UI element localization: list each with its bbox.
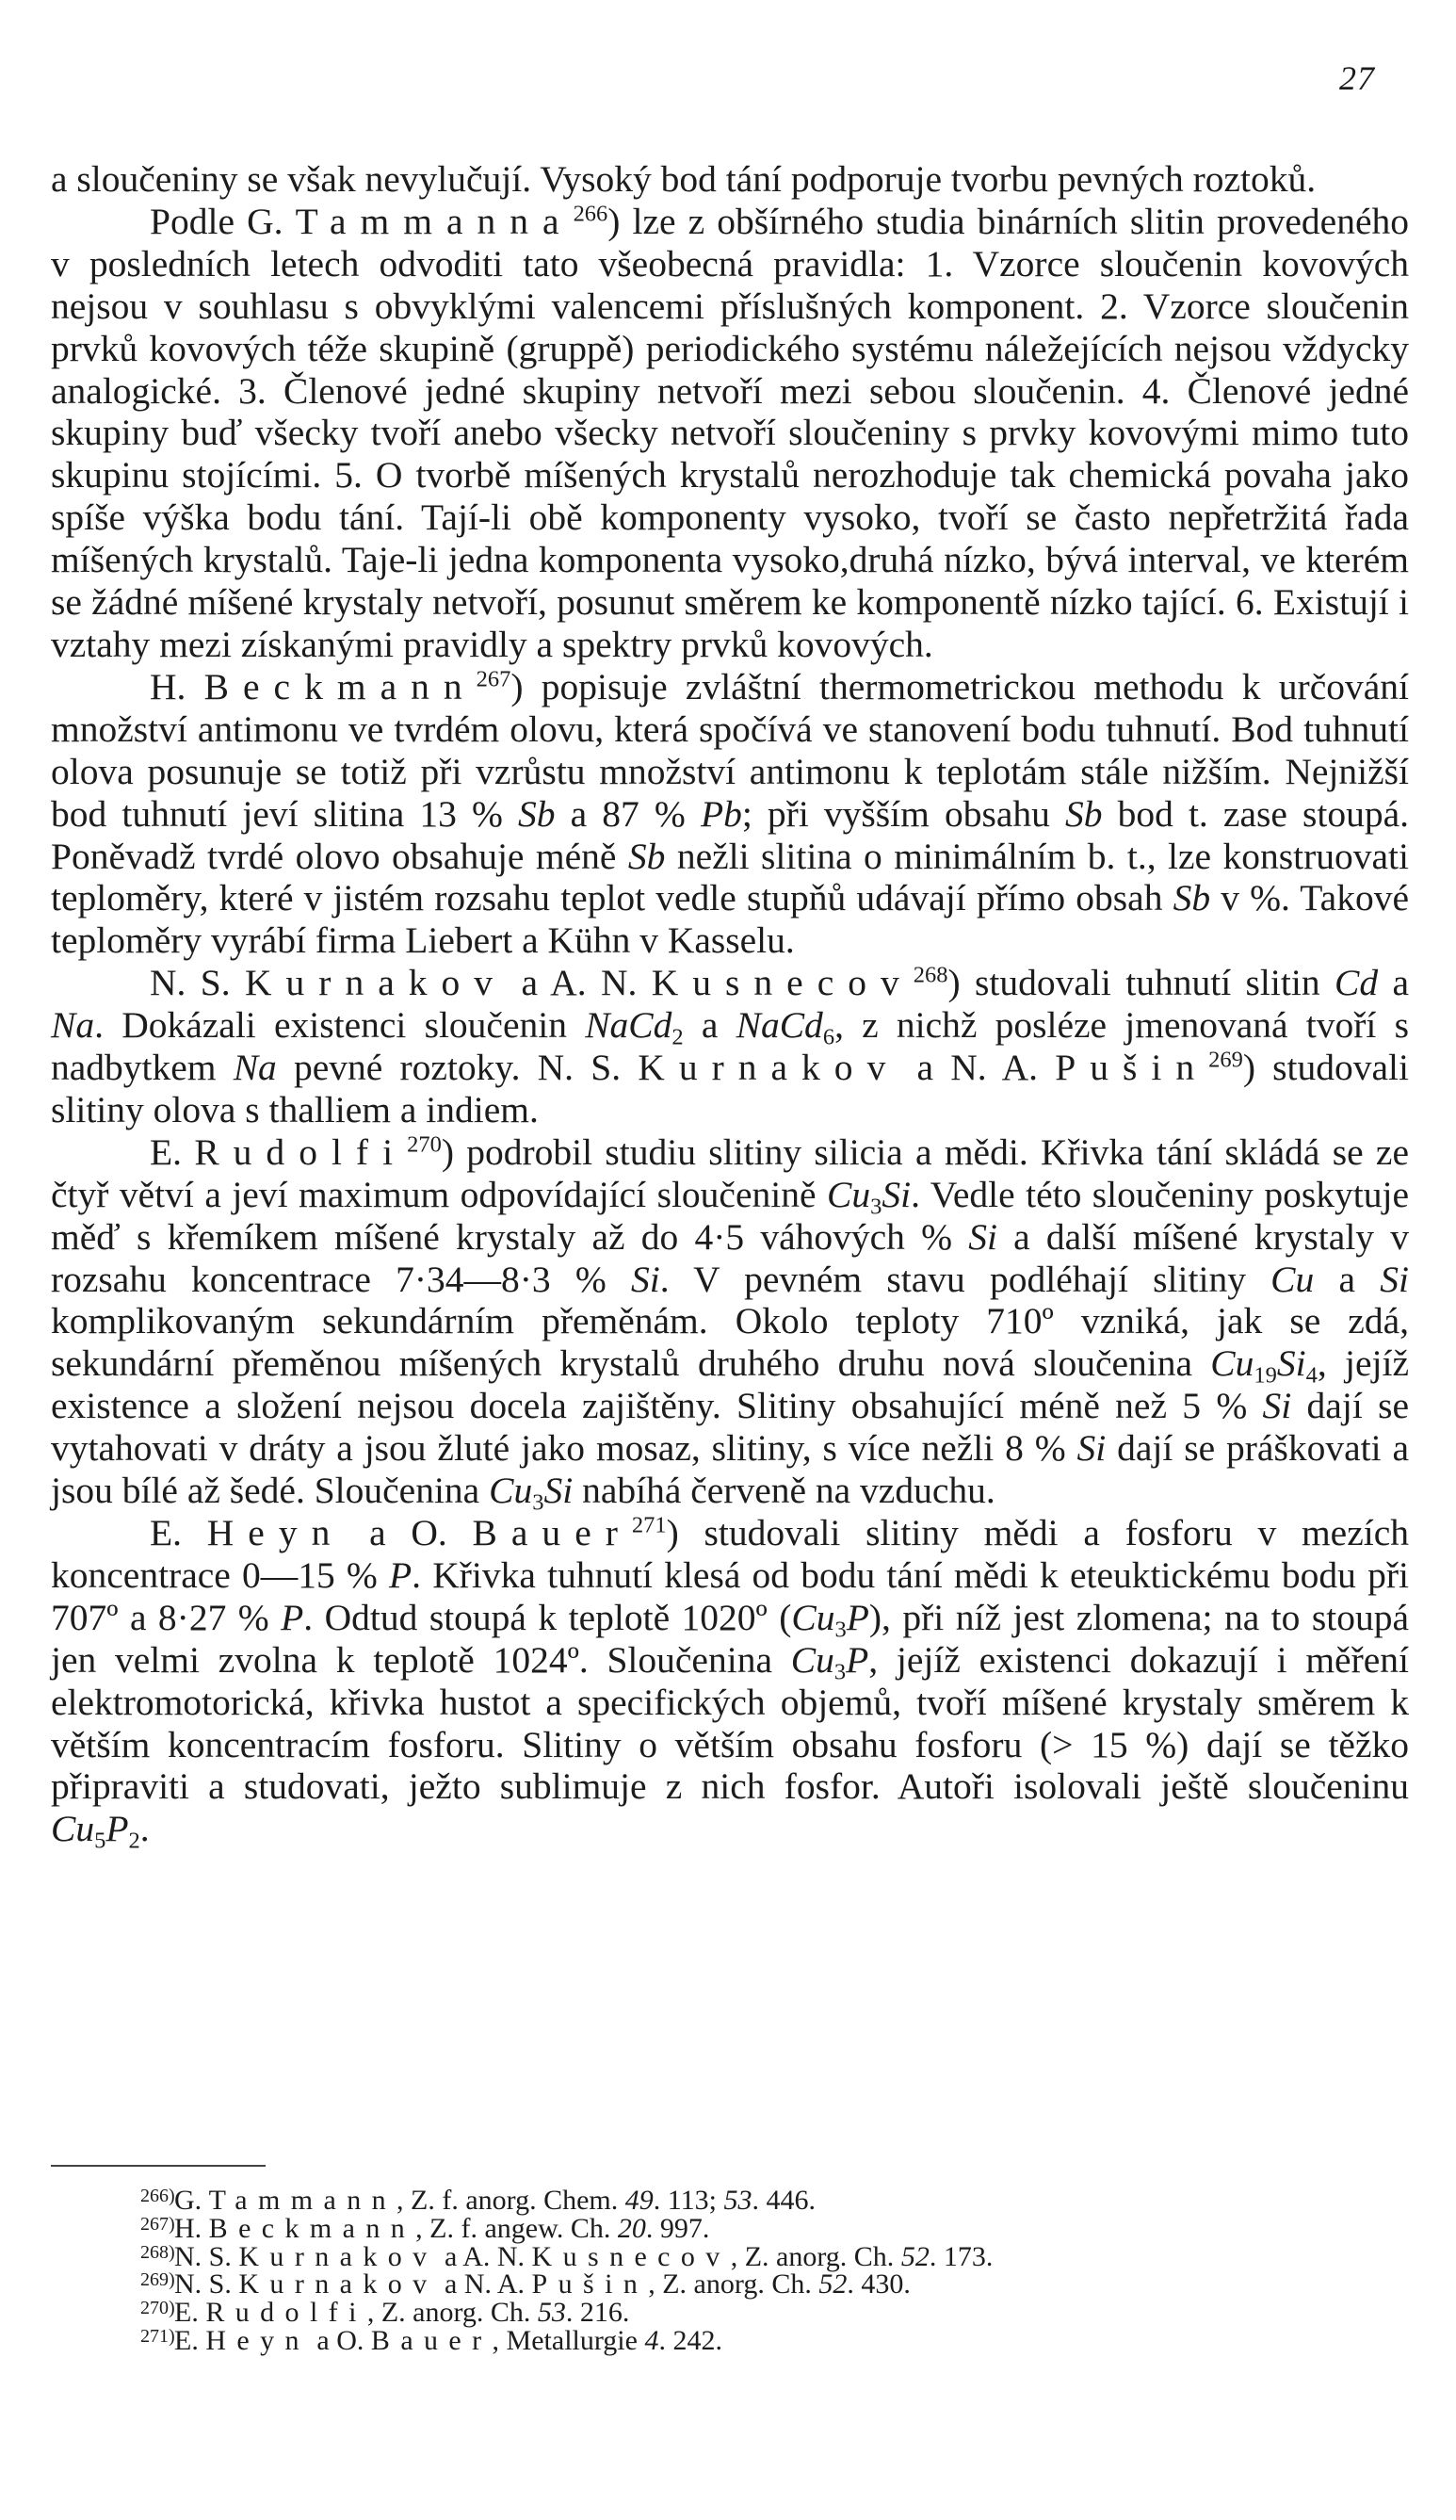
italic-symbol: NaCd [585, 1004, 672, 1047]
text-run: ; při vyšším obsahu [741, 792, 1065, 835]
italic-symbol: Cu [790, 1638, 834, 1681]
paragraph [51, 962, 1409, 1131]
italic-symbol: Si [1076, 1427, 1107, 1470]
text-run: a O. [309, 2324, 371, 2356]
italic-symbol: 53 [537, 2297, 566, 2329]
footnote-number: 270) [140, 2298, 175, 2319]
text-run: a O. [344, 1512, 473, 1553]
italic-symbol: P [846, 1596, 869, 1638]
text-run: , Z. anorg. Ch. [730, 2240, 901, 2272]
text-run: a další míšené krystaly v rozsahu koncentrace 7·34—8·3 % [51, 1215, 1409, 1300]
italic-symbol: Cu [51, 1808, 95, 1850]
spaced-author-name: Beckmann [208, 2212, 416, 2244]
italic-symbol: Si [1276, 1342, 1306, 1385]
text-run: a N. A. [437, 2268, 532, 2301]
text-run: ), při níž jest zlomena; na to stoupá jen velmi zvolna k teplotě 1024º. Sloučenina [51, 1596, 1409, 1681]
spaced-author-name: Tammann [208, 2185, 397, 2216]
text-run: H. [150, 665, 204, 707]
footnote-reference: 266 [573, 201, 608, 227]
footnote-number-paren: ) [169, 2213, 175, 2235]
text-run: . Křivka tuhnutí klesá od bodu tání mědi k eteuktickému bodu při 707º a 8·27 % [51, 1553, 1409, 1638]
italic-symbol: P [281, 1596, 304, 1638]
text-run: . Dokázali existenci sloučenin [94, 1004, 586, 1047]
subscript: 4 [1305, 1362, 1318, 1389]
italic-symbol: Cu [489, 1470, 533, 1512]
italic-symbol: Cu [1270, 1258, 1315, 1300]
text-run: v %. Takové teploměry vyrábí firma Liebert a Kühn v Kasselu. [51, 877, 1409, 962]
text-run: E. [150, 1130, 195, 1173]
text-run: . V pevném stavu podléhají slitiny [659, 1258, 1271, 1300]
text-run: , Z. anorg. Ch. [648, 2268, 819, 2301]
page-number: 27 [1339, 59, 1375, 97]
footnote-number: 268) [140, 2241, 175, 2263]
subscript: 6 [822, 1024, 835, 1050]
spaced-author-name: Kurnakov [238, 2268, 438, 2301]
text-run: N. S. [150, 962, 246, 1004]
text-run: a 87 % [555, 792, 701, 835]
text-run: N. S. [174, 2240, 239, 2272]
italic-symbol: 53 [723, 2185, 752, 2216]
text-run: a A. N. [507, 962, 652, 1004]
footnote-number-paren: ) [169, 2241, 175, 2263]
text-run: nabíhá červeně na vzduchu. [573, 1470, 995, 1512]
text-run: N. S. [174, 2268, 239, 2301]
footnote-number: 266) [140, 2186, 175, 2206]
spaced-author-name: Tammanna [295, 200, 574, 242]
text-run: a sloučeniny se však nevylučují. Vysoký bod tání podporuje tvorbu pevných roztoků. [51, 158, 1317, 200]
paragraph [51, 1512, 1409, 1854]
text-run: Podle G. [150, 200, 296, 242]
text-run: G. [174, 2185, 209, 2216]
spaced-author-name: Rudolfi [194, 1130, 408, 1173]
text-run: E. [150, 1512, 207, 1553]
italic-symbol: Sb [518, 792, 556, 835]
text-run: ) studovali slitiny olova s thalliem a indiem. [51, 1047, 1410, 1130]
text-run: . 216. [565, 2297, 630, 2329]
italic-symbol: Sb [1173, 877, 1211, 919]
italic-symbol: 4 [644, 2324, 659, 2356]
text-run: ) popisuje zvláštní thermometrickou methodu k určování množství antimonu ve tvrdém olovu, která spočívá ve stanovení bodu tuhnutí. Bod tuhnutí olova posunuje se totiž při vzrůstu množství antimonu k teplotám stále nižším. Nejnižší bod tuhnutí jeví slitina 13 % [51, 665, 1409, 835]
spaced-author-name: Bauer [472, 1512, 632, 1553]
footnotes [140, 2185, 1399, 2356]
footnote [140, 2268, 1399, 2301]
italic-symbol: Cu [826, 1173, 871, 1215]
text-run: . Vedle této sloučeniny poskytuje měď s křemíkem míšené krystaly až do 4·5 váhových % [51, 1173, 1409, 1258]
italic-symbol: Si [882, 1173, 912, 1215]
text-run: dají se práškovati a jsou bílé až šedé. Sloučenina [51, 1427, 1409, 1512]
italic-symbol: P [389, 1553, 413, 1596]
text-run: ) podrobil studiu slitiny silicia a mědi. Křivka tání skládá se ze čtyř větví a jeví maximum odpovídající sloučenině [51, 1130, 1409, 1215]
italic-symbol: Si [1380, 1258, 1409, 1300]
text-run: . 430. [847, 2268, 911, 2301]
spaced-author-name: Heyn [206, 1512, 345, 1553]
italic-symbol: NaCd [736, 1004, 823, 1047]
italic-symbol: Cu [1210, 1342, 1254, 1385]
text-run: . 997. [645, 2212, 710, 2244]
paragraph [51, 158, 1409, 201]
text-run: , jejíž existenci dokazují i měření elektromotorická, křivka hustot a specifických objemů, tvoří míšené krystaly směrem k větším koncentracím fosforu. Slitiny o větším obsahu fosforu (> 15 %) dají se těžko připraviti a studovati, ježto sublimuje z nich fosfor. Autoři isolovali ještě sloučeninu [51, 1638, 1409, 1808]
spaced-author-name: Kusnecov [531, 2240, 731, 2272]
subscript: 3 [833, 1659, 847, 1685]
text-run: a [1378, 962, 1409, 1004]
italic-symbol: P [105, 1808, 129, 1850]
subscript: 2 [671, 1024, 684, 1050]
text-run: . 446. [752, 2185, 816, 2216]
italic-symbol: P [846, 1638, 869, 1681]
subscript: 5 [94, 1828, 106, 1854]
text-run: a A. N. [437, 2240, 532, 2272]
text-run: H. [174, 2212, 209, 2244]
body-text [51, 158, 1410, 1854]
footnote-number-paren: ) [169, 2186, 175, 2206]
text-run: nežli slitina o minimálním b. t., lze konstruovati teploměry, které v jistém rozsahu teplot vedle stupňů udávají přímo obsah [51, 835, 1409, 919]
text-run: ) studovali tuhnutí slitin [947, 962, 1335, 1004]
italic-symbol: Na [51, 1004, 95, 1047]
footnote-number: 271) [140, 2325, 175, 2347]
footnote-reference: 270 [407, 1131, 442, 1158]
spaced-author-name: Pušin [531, 2268, 649, 2301]
footnote-reference: 271 [631, 1512, 667, 1538]
text-run: a [683, 1004, 736, 1047]
text-run: , z nichž posléze jmenovaná tvoří s nadbytkem [51, 1004, 1409, 1089]
footnote-number: 269) [140, 2269, 175, 2291]
paragraph [51, 201, 1409, 666]
text-run: . 113; [653, 2185, 724, 2216]
footnote [140, 2212, 1399, 2244]
footnote-separator [51, 2165, 266, 2167]
text-run: ) studovali slitiny mědi a fosforu v mezích koncentrace 0—15 % [51, 1512, 1409, 1596]
paragraph [51, 666, 1409, 962]
subscript: 2 [128, 1828, 140, 1854]
footnote [140, 2240, 1399, 2272]
italic-symbol: 52 [900, 2240, 930, 2272]
spaced-author-name: Beckmann [203, 665, 477, 707]
footnote-reference: 268 [913, 962, 948, 988]
text-run: komplikovaným sekundárním přeměnám. Okolo teploty 710º vzniká, jak se zdá, sekundární přeměnou míšených krystalů druhého druhu nová sloučenina [51, 1300, 1409, 1385]
italic-symbol: Na [233, 1047, 277, 1089]
text-run: . [139, 1808, 150, 1850]
text-run: a [1314, 1258, 1381, 1300]
footnote-number: 267) [140, 2213, 175, 2235]
italic-symbol: 49 [624, 2185, 654, 2216]
text-run: bod t. zase stoupá. Poněvadž tvrdé olovo obsahuje méně [51, 792, 1410, 877]
italic-symbol: Si [968, 1215, 997, 1258]
footnote-number-paren: ) [169, 2269, 175, 2291]
footnote-reference: 269 [1208, 1047, 1243, 1073]
footnote [140, 2185, 1399, 2216]
spaced-author-name: Heyn [205, 2324, 310, 2356]
spaced-author-name: Kurnakov [638, 1047, 900, 1089]
italic-symbol: Cu [791, 1596, 835, 1638]
spaced-author-name: Bauer [370, 2324, 493, 2356]
italic-symbol: Si [1262, 1385, 1292, 1427]
subscript: 3 [834, 1617, 847, 1643]
subscript: 3 [870, 1194, 882, 1220]
text-run: , Z. anorg. Ch. [366, 2297, 538, 2329]
italic-symbol: Sb [1064, 792, 1103, 835]
text-run: . 242. [658, 2324, 722, 2356]
italic-symbol: Pb [700, 792, 742, 835]
spaced-author-name: Rudolfi [205, 2297, 367, 2329]
footnote [140, 2324, 1399, 2356]
text-run: , Z. f. angew. Ch. [415, 2212, 618, 2244]
text-run: , jejíž existence a složení nejsou docela zajištěny. Slitiny obsahující méně než 5 % [51, 1342, 1409, 1427]
italic-symbol: Cd [1334, 962, 1379, 1004]
spaced-author-name: Kusnecov [651, 962, 914, 1004]
text-run: ) lze z obšírného studia binárních slitin provedeného v posledních letech odvoditi tato všeobecná pravidla: 1. Vzorce sloučenin kovových nejsou v souhlasu s obvyklými valencemi příslušných komponent. 2. Vzorce sloučenin prvků kovových téže skupině (gruppě) periodického systému náležejících nejsou vždycky analogické. 3. Členové jedné skupiny netvoří mezi sebou sloučenin. 4. Členové jedné skupiny buď všecky tvoří anebo všecky netvoří sloučeniny s prvky kovovými mimo tuto skupinu stojícími. 5. O tvorbě míšených krystalů nerozhoduje tak chemická povaha jako spíše výška bodu tání. Tají-li obě komponenty vysoko, tvoří se často nepřetržitá řada míšených krystalů. Taje-li jedna komponenta vysoko,druhá nízko, bývá interval, ve kterém se žádné míšené krystaly netvoří, posunut směrem ke komponentě nízko tající. 6. Existují i vztahy mezi získanými pravidly a spektry prvků kovových. [51, 200, 1409, 665]
text-run: , Z. f. anorg. Chem. [396, 2185, 625, 2216]
text-run: . Odtud stoupá k teplotě 1020º ( [303, 1596, 792, 1638]
spaced-author-name: Kurnakov [245, 962, 508, 1004]
subscript: 3 [532, 1489, 544, 1516]
spaced-author-name: Kurnakov [238, 2240, 438, 2272]
italic-symbol: Si [630, 1258, 660, 1300]
paragraph [51, 1130, 1409, 1516]
footnote-number-paren: ) [169, 2298, 175, 2319]
text-run: pevné roztoky. N. S. [276, 1047, 639, 1089]
italic-symbol: Sb [627, 835, 666, 877]
footnote [140, 2297, 1399, 2329]
subscript: 19 [1254, 1362, 1277, 1389]
text-run: dají se vytahovati v dráty a jsou žluté jako mosaz, slitiny, s více nežli 8 % [51, 1385, 1409, 1470]
text-run: E. [174, 2297, 206, 2329]
spaced-author-name: Pušin [1055, 1047, 1209, 1089]
text-run: , Metallurgie [492, 2324, 645, 2356]
text-run: a N. A. [899, 1047, 1056, 1089]
text-run: . 173. [929, 2240, 994, 2272]
footnote-reference: 267 [476, 666, 511, 692]
italic-symbol: 20 [617, 2212, 646, 2244]
footnote-number-paren: ) [169, 2325, 175, 2347]
italic-symbol: Si [543, 1470, 574, 1512]
text-run: E. [174, 2324, 206, 2356]
italic-symbol: 52 [818, 2268, 848, 2301]
